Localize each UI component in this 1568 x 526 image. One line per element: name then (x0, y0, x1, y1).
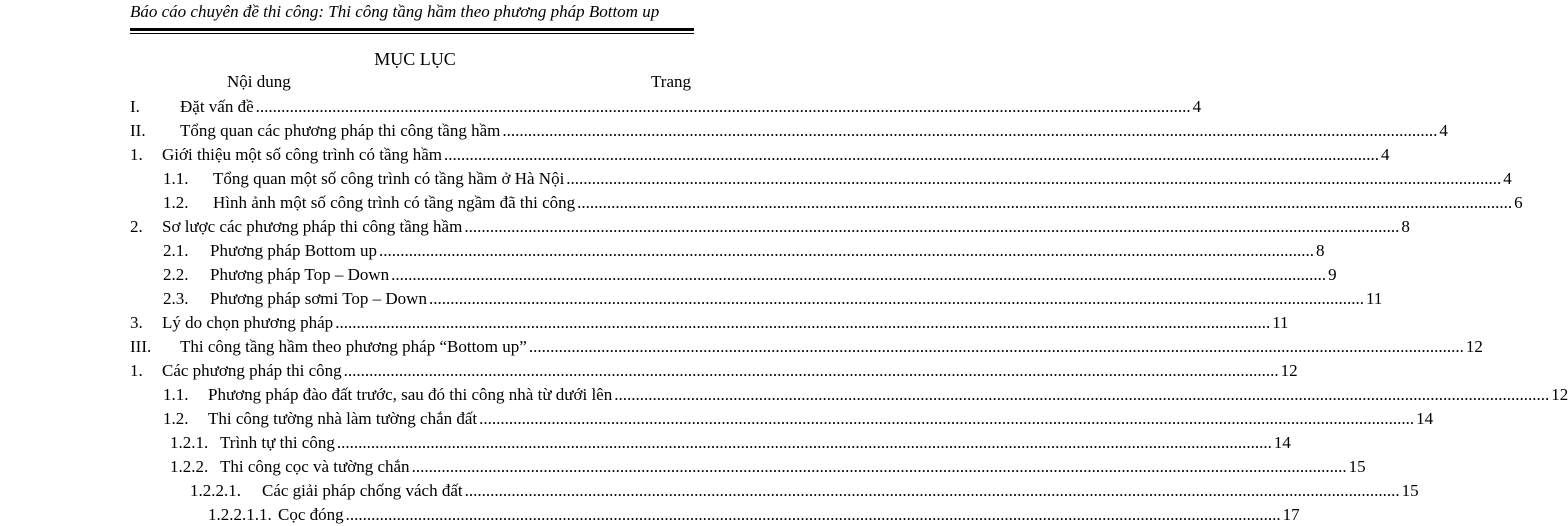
toc-entry-text: Phương pháp đào đất trước, sau đó thi công nhà từ dưới lên (208, 385, 613, 404)
toc-entry[interactable] (130, 432, 1291, 454)
toc-dot-leader: ............................................................................................................................................................................................................................ (343, 361, 1279, 380)
toc-entry-text: Sơ lược các phương pháp thi công tầng hầm (162, 217, 463, 236)
toc-entry-number: 1.1. (163, 385, 189, 404)
toc-dot-leader: ............................................................................................................................................................................................................................ (502, 121, 1438, 140)
toc-entry-text: Đặt vấn đề (180, 97, 254, 116)
toc-entry-text: Giới thiệu một số công trình có tầng hầm (162, 145, 443, 164)
toc-entry[interactable] (130, 456, 1366, 478)
toc-entry-page: 11 (1272, 313, 1289, 332)
toc-entry[interactable] (130, 288, 1383, 310)
toc-dot-leader: ............................................................................................................................................................................................................................ (464, 217, 1400, 236)
toc-entry[interactable] (130, 384, 1568, 406)
toc-entry-page: 6 (1514, 193, 1523, 212)
toc-entry-number: 1.2.2. (170, 457, 209, 476)
toc-entry-page: 8 (1315, 241, 1325, 260)
toc-entry[interactable] (130, 192, 1523, 214)
toc-entry-page: 17 (1282, 505, 1300, 524)
toc-entry-number: 1. (130, 145, 143, 164)
toc-entry-number: 1.2. (163, 193, 189, 212)
toc-entry-page: 8 (1401, 217, 1410, 236)
toc-entry-number: 1.2.2.1. (190, 481, 241, 500)
toc-entry-number: I. (130, 97, 140, 116)
toc-entry-number: 1.2.1. (170, 433, 209, 452)
toc-entry-number: 2.3. (163, 289, 189, 308)
toc-dot-leader: ............................................................................................................................................................................................................................ (411, 457, 1347, 476)
toc-entry-text: Thi công cọc và tường chắn (220, 457, 410, 476)
toc-entry-number: 1.1. (163, 169, 189, 188)
toc-entry-text: Lý do chọn phương pháp (162, 313, 334, 332)
toc-entry[interactable] (130, 504, 1300, 526)
toc-dot-leader: ............................................................................................................................................................................................................................ (336, 433, 1272, 452)
toc-dot-leader: ............................................................................................................................................................................................................................ (255, 97, 1191, 116)
toc-entry-number: 2.1. (163, 241, 189, 260)
toc-entry-number: 1.2. (163, 409, 189, 428)
toc-entry-text: Thi công tường nhà làm tường chắn đất (208, 409, 478, 428)
toc-entry-number: 2.2. (163, 265, 189, 284)
toc-entry-page: 4 (1439, 121, 1448, 140)
toc-entry-text: Tổng quan các phương pháp thi công tầng hầm (180, 121, 501, 140)
header-rule-thin (130, 33, 694, 34)
toc-dot-leader: ............................................................................................................................................................................................................................ (464, 481, 1400, 500)
toc-entry-page: 12 (1551, 385, 1568, 404)
toc-entry-page: 11 (1365, 289, 1383, 308)
toc-entry-page: 12 (1280, 361, 1298, 380)
toc-entry[interactable] (130, 120, 1448, 142)
toc-entry-text: Tổng quan một số công trình có tầng hầm ở Hà Nội (213, 169, 565, 188)
toc-entry[interactable] (130, 360, 1298, 382)
toc-entry-text: Các giải pháp chống vách đất (262, 481, 463, 500)
toc-entry-text: Các phương pháp thi công (162, 361, 342, 380)
toc-entry-number: II. (130, 121, 146, 140)
header-rule-thick (130, 28, 694, 31)
toc-entry-page: 4 (1381, 145, 1390, 164)
toc-column-content-label: Nội dung (227, 72, 291, 91)
toc-entry[interactable] (130, 240, 1325, 262)
toc-entry-number: 2. (130, 217, 143, 236)
toc-entry-text: Phương pháp Top – Down (210, 265, 390, 284)
toc-entry-page: 15 (1348, 457, 1366, 476)
toc-entry-text: Trình tự thi công (220, 433, 335, 452)
toc-entry-text: Cọc đóng (278, 505, 344, 524)
toc-dot-leader: ............................................................................................................................................................................................................................ (345, 505, 1281, 524)
toc-entry-page: 15 (1401, 481, 1419, 500)
toc-entry-page: 4 (1503, 169, 1512, 188)
toc-entry-page: 9 (1328, 265, 1337, 284)
toc-entry-number: 1.2.2.1.1. (208, 505, 272, 524)
toc-entry[interactable] (130, 168, 1512, 190)
toc-dot-leader: ............................................................................................................................................................................................................................ (566, 169, 1502, 188)
toc-dot-leader: ............................................................................................................................................................................................................................ (378, 241, 1314, 260)
toc-entry[interactable] (130, 264, 1337, 286)
toc-dot-leader: ............................................................................................................................................................................................................................ (391, 265, 1327, 284)
toc-entry[interactable] (130, 312, 1289, 334)
toc-dot-leader: ............................................................................................................................................................................................................................ (428, 289, 1364, 308)
toc-entry-text: Hình ảnh một số công trình có tầng ngầm đã thi công (213, 193, 576, 212)
toc-entry-number: 3. (130, 313, 143, 332)
toc-dot-leader: ............................................................................................................................................................................................................................ (577, 193, 1513, 212)
toc-entry-page: 12 (1465, 337, 1483, 356)
toc-entry-page: 4 (1192, 97, 1202, 116)
toc-dot-leader: ............................................................................................................................................................................................................................ (444, 145, 1380, 164)
toc-column-page-label: Trang (651, 72, 691, 91)
toc-entry-text: Phương pháp Bottom up (210, 241, 377, 260)
toc-entry[interactable] (130, 144, 1390, 166)
toc-entry[interactable] (130, 96, 1202, 118)
running-header: Báo cáo chuyên đề thi công: Thi công tầng hầm theo phương pháp Bottom up (130, 2, 660, 21)
toc-entry-number: III. (130, 337, 152, 356)
toc-entry[interactable] (130, 480, 1419, 502)
toc-entry-text: Thi công tầng hầm theo phương pháp “Bottom up” (180, 337, 527, 356)
toc-entry[interactable] (130, 336, 1483, 358)
toc-title: MỤC LỤC (374, 49, 456, 69)
toc-dot-leader: ............................................................................................................................................................................................................................ (335, 313, 1271, 332)
toc-entry-page: 14 (1273, 433, 1291, 452)
toc-entry[interactable] (130, 216, 1410, 238)
toc-entry-number: 1. (130, 361, 143, 380)
toc-dot-leader: ............................................................................................................................................................................................................................ (614, 385, 1550, 404)
toc-entry[interactable] (130, 408, 1434, 430)
toc-entry-text: Phương pháp sơmi Top – Down (210, 289, 427, 308)
toc-dot-leader: ............................................................................................................................................................................................................................ (528, 337, 1464, 356)
toc-entry-page: 14 (1416, 409, 1434, 428)
toc-dot-leader: ............................................................................................................................................................................................................................ (479, 409, 1415, 428)
